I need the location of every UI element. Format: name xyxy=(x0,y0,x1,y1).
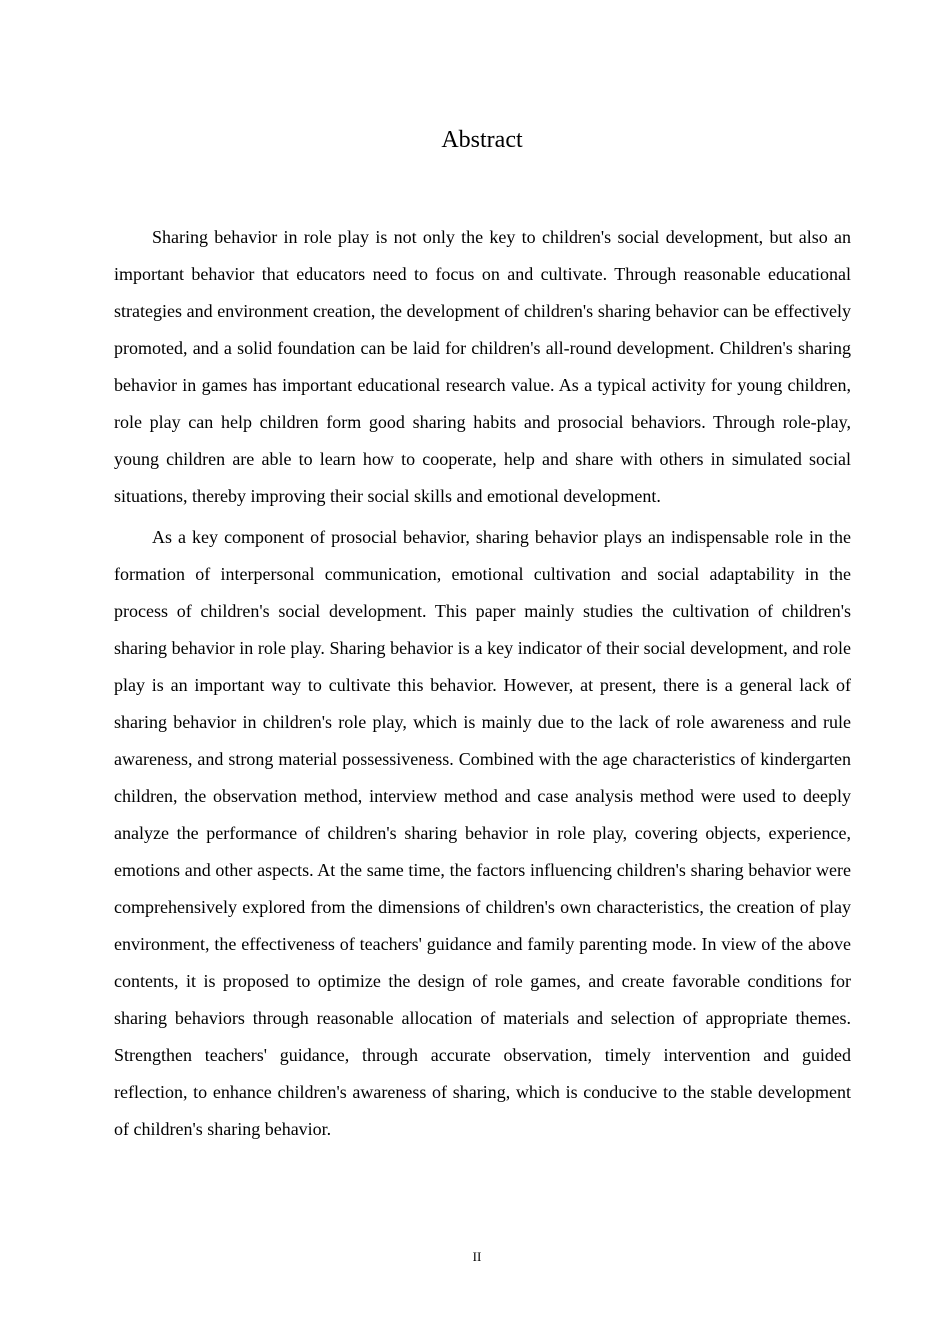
abstract-title: Abstract xyxy=(441,127,523,153)
abstract-paragraph-1: Sharing behavior in role play is not only the key to children's social development, but also an important behavior that educators need to focus on and cultivate. Through reasonable educational strategies and environment creation, the development of children's sharing behavior can be effectively promoted, and a solid foundation can be laid for children's all-round development. Children's sharing behavior in games has important educational research value. As a typical activity for young children, role play can help children form good sharing habits and prosocial behaviors. Through role-play, young children are able to learn how to cooperate, help and share with others in simulated social situations, thereby improving their social skills and emotional development. xyxy=(114,227,851,506)
abstract-paragraph-2: As a key component of prosocial behavior, sharing behavior plays an indispensable role in the formation of interpersonal communication, emotional cultivation and social adaptability in the process of children's social development. This paper mainly studies the cultivation of children's sharing behavior in role play. Sharing behavior is a key indicator of their social development, and role play is an important way to cultivate this behavior. However, at present, there is a general lack of sharing behavior in children's role play, which is mainly due to the lack of role awareness and rule awareness, and strong material possessiveness. Combined with the age characteristics of kindergarten children, the observation method, interview method and case analysis method were used to deeply analyze the performance of children's sharing behavior in role play, covering objects, experience, emotions and other aspects. At the same time, the factors influencing children's sharing behavior were comprehensively explored from the dimensions of children's own characteristics, the creation of play environment, the effectiveness of teachers' guidance and family parenting mode. In view of the above contents, it is proposed to optimize the design of role games, and create favorable conditions for sharing behaviors through reasonable allocation of materials and selection of appropriate themes. Strengthen teachers' guidance, through accurate observation, timely intervention and guided reflection, to enhance children's awareness of sharing, which is conducive to the stable development of children's sharing behavior. xyxy=(114,527,851,1139)
abstract-body xyxy=(114,219,851,1148)
page-number: II xyxy=(472,1249,482,1264)
